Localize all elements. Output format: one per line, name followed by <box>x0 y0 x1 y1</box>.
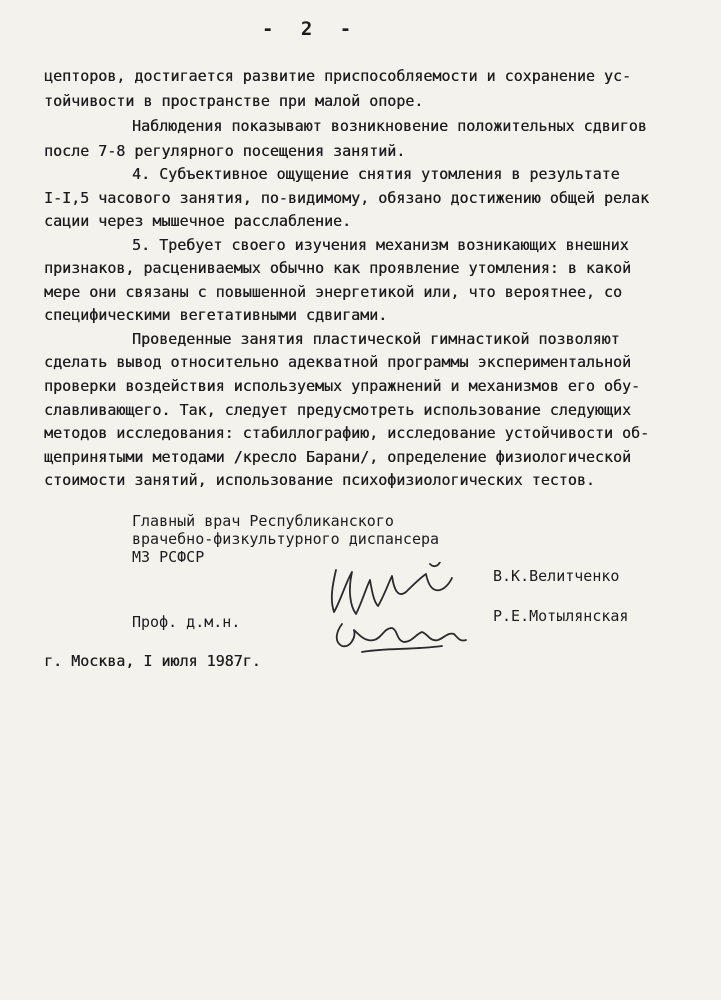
place-and-date: г. Москва, I июля 1987г. <box>44 652 261 670</box>
body-line: сделать вывод относительно адекватной программы экспериментальной <box>44 353 631 371</box>
signer-title-line: МЗ РСФСР <box>132 548 205 566</box>
body-line: сации через мышечное расслабление. <box>44 212 352 230</box>
page-number: - 2 - <box>262 18 360 40</box>
signer-title-line: Главный врач Республиканского <box>132 512 394 530</box>
prof-title: Проф. д.м.н. <box>132 613 241 631</box>
body-line: признаков, расцениваемых обычно как проявление утомления: в какой <box>44 259 631 277</box>
body-line: после 7-8 регулярного посещения занятий. <box>44 142 406 160</box>
handwritten-signatures <box>322 562 472 662</box>
prof-name: Р.Е.Мотылянская <box>493 607 629 625</box>
body-line: методов исследования: стабиллографию, исследование устойчивости об- <box>44 424 650 442</box>
body-line: щепринятыми методами /кресло Барани/, определение физиологической <box>44 448 631 466</box>
body-line: цепторов, достигается развитие приспособляемости и сохранение ус- <box>44 67 631 85</box>
body-line: I-I,5 часового занятия, по-видимому, обязано достижению общей релак <box>44 189 650 207</box>
body-line: стоимости занятий, использование психофизиологических тестов. <box>44 471 595 489</box>
signer-title-line: врачебно-физкультурного диспансера <box>132 530 440 548</box>
body-line: специфическими вегетативными сдвигами. <box>44 306 388 324</box>
body-line: проверки воздействия используемых упражнений и механизмов его обу- <box>44 377 641 395</box>
body-line: Проведенные занятия пластической гимнастикой позволяют <box>132 330 620 348</box>
body-line: Наблюдения показывают возникновение положительных сдвигов <box>132 117 647 135</box>
body-line: славливающего. Так, следует предусмотреть использование следующих <box>44 401 631 419</box>
body-line: 4. Субъективное ощущение снятия утомления в результате <box>132 165 620 183</box>
chief-name: В.К.Велитченко <box>493 567 620 585</box>
body-line: тойчивости в пространстве при малой опоре. <box>44 92 424 110</box>
signature-stroke-chief <box>332 570 452 614</box>
body-line: 5. Требует своего изучения механизм возникающих внешних <box>132 236 629 254</box>
body-line: мере они связаны с повышенной энергетикой или, что вероятнее, со <box>44 283 622 301</box>
signature-stroke-prof <box>337 624 466 646</box>
